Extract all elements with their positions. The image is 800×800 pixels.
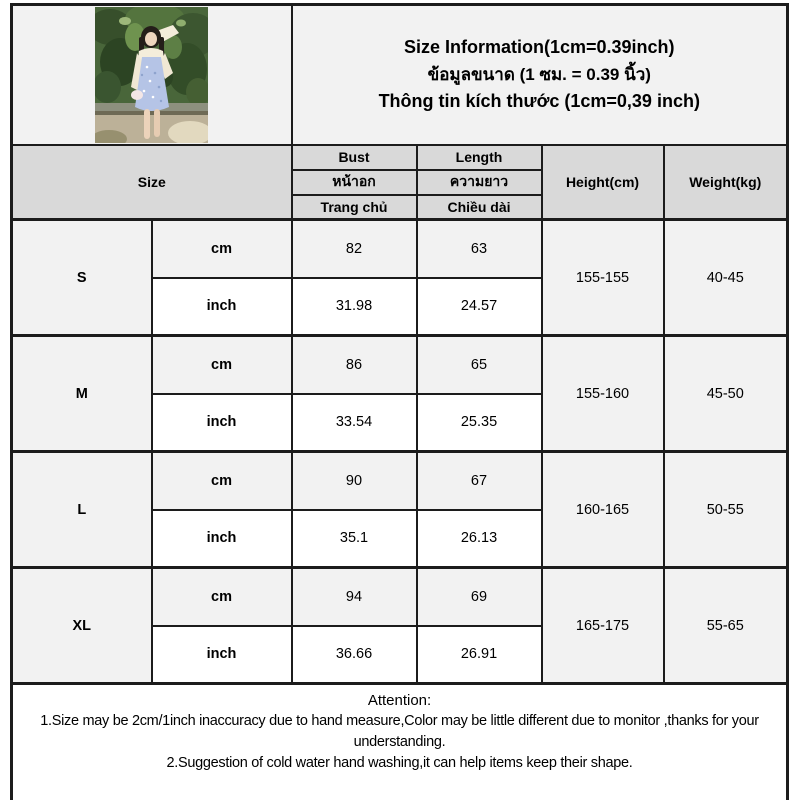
- row-l-cm: [12, 452, 788, 510]
- title-vi: Thông tin kích thước (1cm=0,39 inch): [378, 91, 700, 112]
- bust-header-en: Bust: [292, 145, 417, 170]
- xl-length-cm: 69: [417, 568, 542, 626]
- weight-header: Weight(kg): [664, 145, 788, 220]
- length-header-th: ความยาว: [417, 170, 542, 195]
- size-xl-label: XL: [12, 568, 152, 684]
- row-s-cm: [12, 220, 788, 278]
- unit-cm: cm: [152, 336, 292, 394]
- unit-cm: cm: [152, 452, 292, 510]
- bust-header-th: หน้าอก: [292, 170, 417, 195]
- m-length-inch: 25.35: [417, 394, 542, 452]
- length-header-vi: Chiều dài: [417, 195, 542, 220]
- unit-inch: inch: [152, 510, 292, 568]
- m-bust-cm: 86: [292, 336, 417, 394]
- s-weight: 40-45: [664, 220, 788, 336]
- s-length-inch: 24.57: [417, 278, 542, 336]
- s-bust-cm: 82: [292, 220, 417, 278]
- product-photo-cell: [12, 5, 292, 145]
- length-header-en: Length: [417, 145, 542, 170]
- size-m-label: M: [12, 336, 152, 452]
- xl-weight: 55-65: [664, 568, 788, 684]
- size-s-label: S: [12, 220, 152, 336]
- height-header: Height(cm): [542, 145, 664, 220]
- size-table: [10, 3, 789, 800]
- xl-bust-cm: 94: [292, 568, 417, 626]
- bust-header-vi: Trang chủ: [292, 195, 417, 220]
- header-row-en: [12, 145, 788, 170]
- l-weight: 50-55: [664, 452, 788, 568]
- unit-cm: cm: [152, 568, 292, 626]
- unit-cm: cm: [152, 220, 292, 278]
- xl-height: 165-175: [542, 568, 664, 684]
- size-l-label: L: [12, 452, 152, 568]
- photo-title-row: [12, 5, 788, 145]
- unit-inch: inch: [152, 278, 292, 336]
- size-info-title-cell: [292, 5, 788, 145]
- m-bust-inch: 33.54: [292, 394, 417, 452]
- m-length-cm: 65: [417, 336, 542, 394]
- l-length-cm: 67: [417, 452, 542, 510]
- s-height: 155-155: [542, 220, 664, 336]
- unit-inch: inch: [152, 394, 292, 452]
- xl-length-inch: 26.91: [417, 626, 542, 684]
- l-length-inch: 26.13: [417, 510, 542, 568]
- title-th: ข้อมูลขนาด (1 ซม. = 0.39 นิ้ว): [427, 65, 651, 85]
- xl-bust-inch: 36.66: [292, 626, 417, 684]
- attention-cell: [12, 684, 788, 800]
- s-bust-inch: 31.98: [292, 278, 417, 336]
- l-bust-inch: 35.1: [292, 510, 417, 568]
- l-bust-cm: 90: [292, 452, 417, 510]
- row-xl-cm: [12, 568, 788, 626]
- product-photo: [95, 7, 208, 143]
- size-header: Size: [12, 145, 292, 220]
- attention-note-2: 2.Suggestion of cold water hand washing,it can help items keep their shape.: [166, 755, 633, 771]
- unit-inch: inch: [152, 626, 292, 684]
- attention-title: Attention:: [367, 692, 432, 709]
- attention-note-1: 1.Size may be 2cm/1inch inaccuracy due to hand measure,Color may be little different due to monitor ,thanks for your understanding.: [40, 713, 759, 750]
- attention-row: [12, 684, 788, 800]
- row-m-cm: [12, 336, 788, 394]
- s-length-cm: 63: [417, 220, 542, 278]
- m-weight: 45-50: [664, 336, 788, 452]
- l-height: 160-165: [542, 452, 664, 568]
- m-height: 155-160: [542, 336, 664, 452]
- title-en: Size Information(1cm=0.39inch): [403, 37, 675, 58]
